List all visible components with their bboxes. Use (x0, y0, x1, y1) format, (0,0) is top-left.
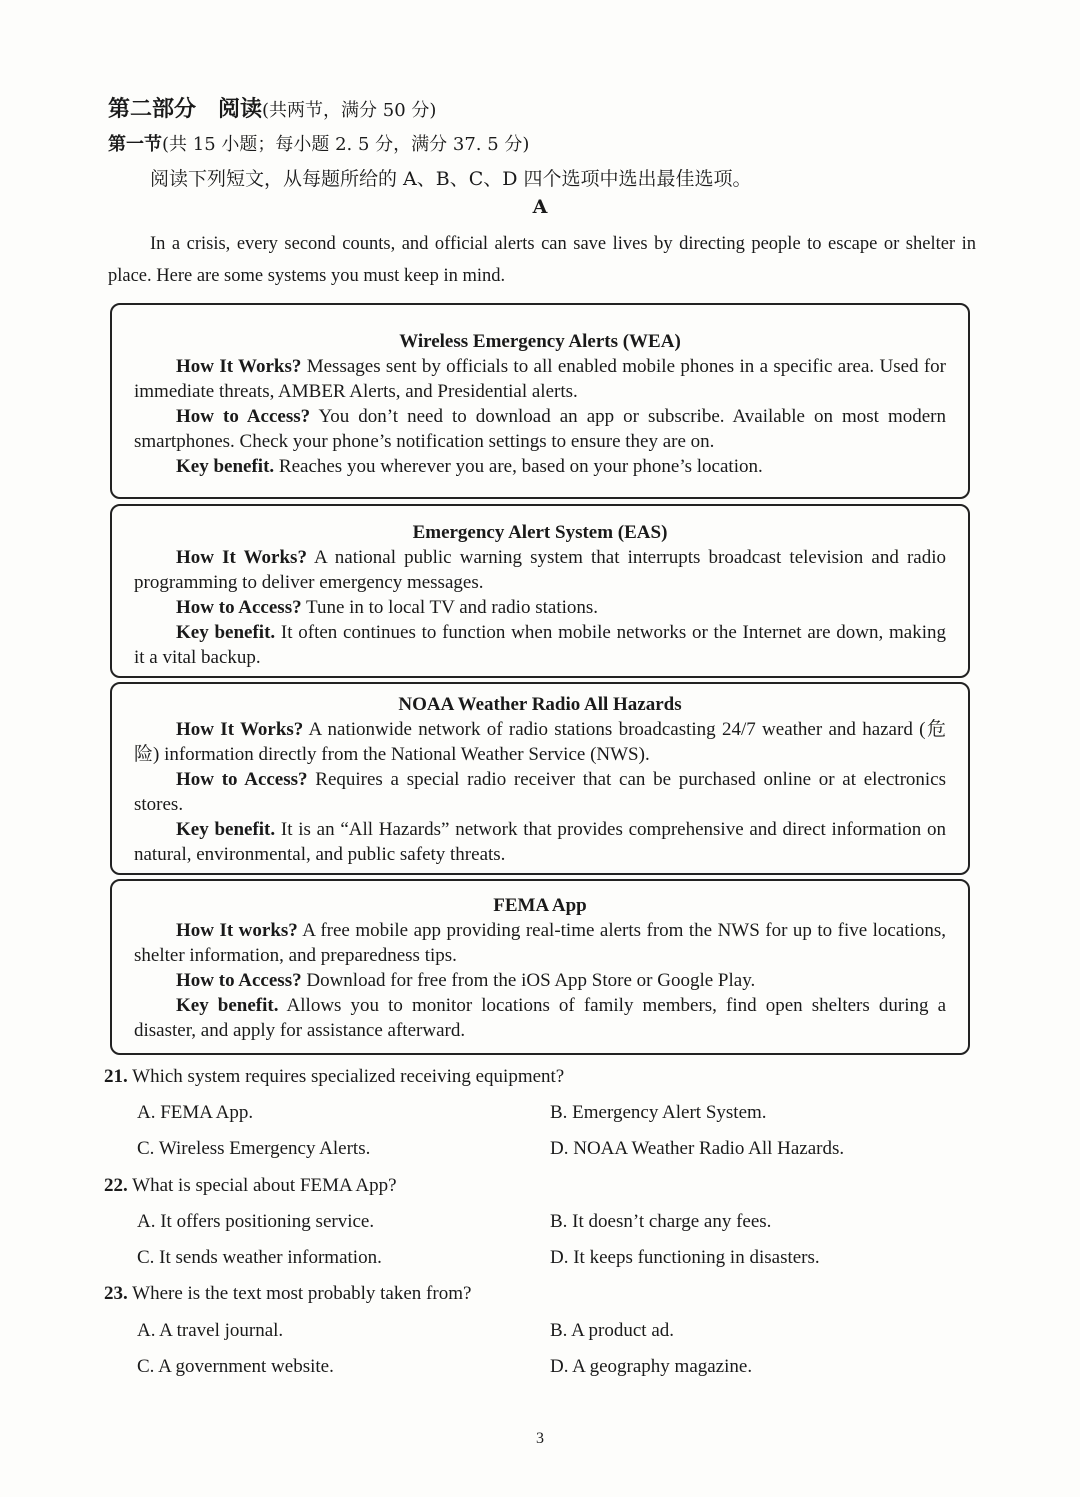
option-b[interactable]: B. Emergency Alert System. (550, 1102, 767, 1123)
how-to-access: How to Access? Requires a special radio receiver that can be purchased online or at electronics stores. (134, 769, 947, 815)
key-benefit: Key benefit. It often continues to function when mobile networks or the Internet are down, making it a vital backup. (134, 622, 946, 668)
passage-letter: A (532, 196, 548, 218)
part-heading (108, 92, 436, 123)
how-it-works: How It Works? A national public warning system that interrupts broadcast television and radio programming to deliver emergency messages. (134, 547, 946, 593)
option-c[interactable]: C. A government website. (137, 1356, 334, 1377)
box-title: Emergency Alert System (EAS) (412, 522, 668, 543)
key-benefit: Key benefit. Allows you to monitor locations of family members, find open shelters during a disaster, and apply for assistance afterward. (134, 995, 946, 1041)
question-21: 21. Which system requires specialized receiving equipment? (104, 1066, 565, 1087)
alert-box-noaa (110, 682, 970, 875)
option-c[interactable]: C. It sends weather information. (137, 1247, 382, 1268)
part-title: 第二部分 阅读 (108, 96, 263, 122)
option-d[interactable]: D. NOAA Weather Radio All Hazards. (550, 1138, 845, 1159)
key-benefit: Key benefit. Reaches you wherever you are, based on your phone’s location. (176, 456, 763, 477)
alert-box-eas (110, 504, 970, 678)
section-note: (共 15 小题；每小题 2. 5 分，满分 37. 5 分) (162, 134, 530, 155)
passage-intro: In a crisis, every second counts, and official alerts can save lives by directing people to escape or shelter in place. Here are some systems you must keep in mind. (108, 234, 976, 286)
section-title: 第一节 (108, 134, 162, 155)
how-it-works: How It Works? Messages sent by officials to all enabled mobile phones in a specific area. Used for immediate threats, AMBER Alerts, and Presidential alerts. (134, 356, 947, 402)
question-22: 22. What is special about FEMA App? (104, 1175, 397, 1196)
question-23: 23. Where is the text most probably taken from? (104, 1283, 472, 1304)
how-it-works: How It Works? A nationwide network of radio stations broadcasting 24/7 weather and hazard (危险) information directly from the National Weather Service (NWS). (134, 719, 946, 765)
alert-box-fema (110, 879, 970, 1055)
option-c[interactable]: C. Wireless Emergency Alerts. (137, 1138, 371, 1159)
alert-box-wea (110, 303, 970, 499)
section-heading (108, 130, 529, 156)
part-note: (共两节，满分 50 分) (262, 100, 437, 121)
key-benefit: Key benefit. It is an “All Hazards” network that provides comprehensive and direct information on natural, environmental, and public safety threats. (134, 819, 946, 865)
option-b[interactable]: B. It doesn’t charge any fees. (550, 1211, 772, 1232)
how-to-access: How to Access? Download for free from the iOS App Store or Google Play. (176, 970, 756, 991)
page-number: 3 (536, 1430, 544, 1447)
option-b[interactable]: B. A product ad. (550, 1320, 675, 1341)
box-title: FEMA App (493, 895, 587, 916)
instructions: 阅读下列短文，从每题所给的 A、B、C、D 四个选项中选出最佳选项。 (150, 168, 752, 190)
how-to-access: How to Access? You don’t need to download an app or subscribe. Available on most modern smartphones. Check your phone’s notification settings to ensure they are on. (134, 406, 946, 452)
option-d[interactable]: D. It keeps functioning in disasters. (550, 1247, 820, 1268)
option-a[interactable]: A. A travel journal. (137, 1320, 284, 1341)
box-title: NOAA Weather Radio All Hazards (398, 694, 682, 715)
box-title: Wireless Emergency Alerts (WEA) (399, 331, 681, 352)
option-a[interactable]: A. FEMA App. (137, 1102, 254, 1123)
how-it-works: How It works? A free mobile app providing real-time alerts from the NWS for up to five locations, shelter information, and preparedness tips. (134, 920, 946, 966)
option-d[interactable]: D. A geography magazine. (550, 1356, 753, 1377)
how-to-access: How to Access? Tune in to local TV and radio stations. (176, 597, 599, 618)
option-a[interactable]: A. It offers positioning service. (137, 1211, 375, 1232)
